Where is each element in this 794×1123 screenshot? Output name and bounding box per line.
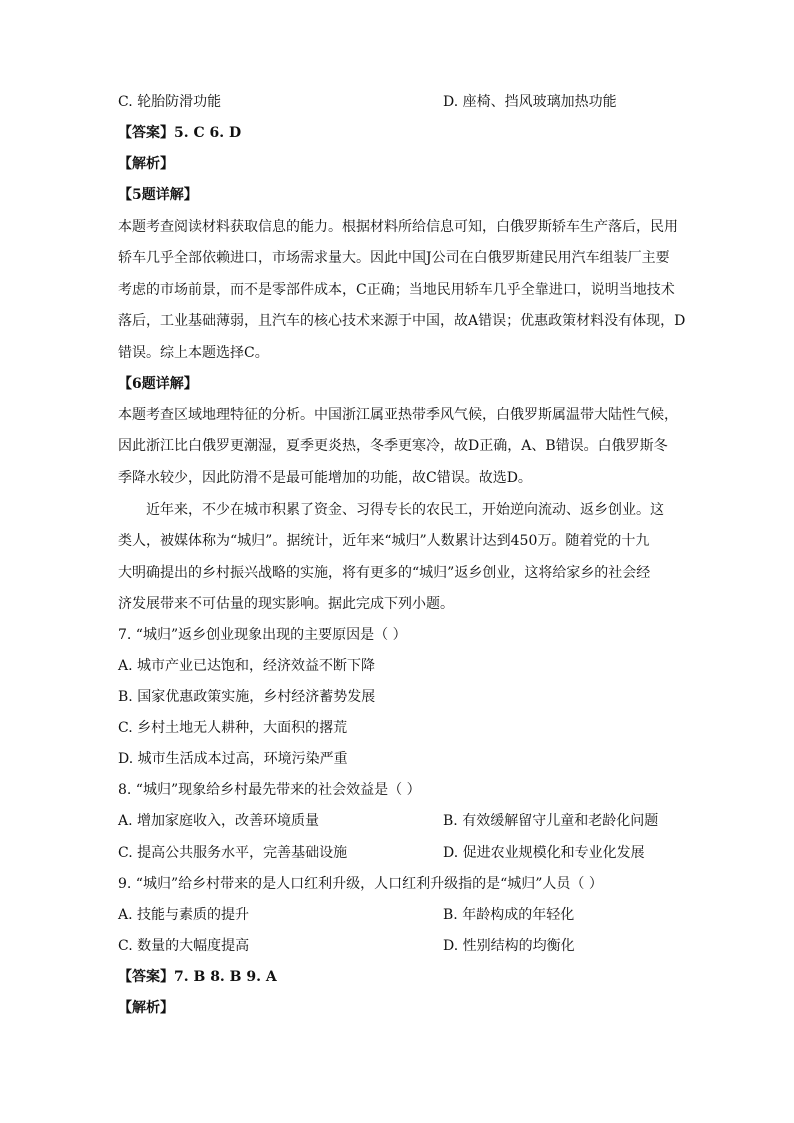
text-line: 季降水较少，因此防滑不是最可能增加的功能，故C错误。故选D。 bbox=[118, 470, 532, 486]
text-line: 【解析】 bbox=[118, 1000, 174, 1016]
text-line: C. 提高公共服务水平，完善基础设施 bbox=[118, 845, 348, 861]
text-line: 7. “城归”返乡创业现象出现的主要原因是（ ） bbox=[118, 627, 407, 643]
text-line-right-option: B. 有效缓解留守儿童和老龄化问题 bbox=[443, 813, 659, 829]
text-line: D. 城市生活成本过高，环境污染严重 bbox=[118, 751, 348, 767]
text-line-right-option: B. 年龄构成的年轻化 bbox=[443, 907, 575, 923]
text-line: 济发展带来不可估量的现实影响。据此完成下列小题。 bbox=[118, 596, 454, 612]
text-line: A. 增加家庭收入，改善环境质量 bbox=[118, 813, 320, 829]
text-line: 9. “城归”给乡村带来的是人口红利升级，人口红利升级指的是“城归”人员（ ） bbox=[118, 876, 603, 892]
text-line: 落后，工业基础薄弱，且汽车的核心技术来源于中国，故A错误；优惠政策材料没有体现，D bbox=[118, 313, 686, 329]
text-line: 【6题详解】 bbox=[118, 376, 198, 392]
text-line: 类人，被媒体称为“城归”。据统计，近年来“城归”人数累计达到450万。随着党的十九 bbox=[118, 533, 650, 549]
text-line: 大明确提出的乡村振兴战略的实施，将有更多的“城归”返乡创业，这将给家乡的社会经 bbox=[118, 565, 651, 581]
text-line: 近年来，不少在城市积累了资金、习得专长的农民工，开始逆向流动、返乡创业。这 bbox=[146, 502, 664, 518]
text-line: 本题考查区域地理特征的分析。中国浙江属亚热带季风气候，白俄罗斯属温带大陆性气候， bbox=[118, 407, 678, 423]
text-line: A. 技能与素质的提升 bbox=[118, 907, 250, 923]
text-line-right-option: D. 座椅、挡风玻璃加热功能 bbox=[443, 94, 617, 110]
text-line: C. 数量的大幅度提高 bbox=[118, 938, 250, 954]
text-line: 【5题详解】 bbox=[118, 187, 198, 203]
text-line: 【答案】5. C 6. D bbox=[118, 125, 242, 141]
text-line: 轿车几乎全部依赖进口，市场需求量大。因此中国J公司在白俄罗斯建民用汽车组装厂主要 bbox=[118, 250, 670, 266]
text-line-right-option: D. 促进农业规模化和专业化发展 bbox=[443, 845, 645, 861]
text-line: 【答案】7. B 8. B 9. A bbox=[118, 969, 277, 985]
text-line-right-option: D. 性别结构的均衡化 bbox=[443, 938, 575, 954]
text-line: 考虑的市场前景，而不是零部件成本，C正确；当地民用轿车几乎全靠进口，说明当地技术 bbox=[118, 282, 675, 298]
text-line: 【解析】 bbox=[118, 156, 174, 172]
text-line: B. 国家优惠政策实施，乡村经济蓄势发展 bbox=[118, 689, 376, 705]
text-line: 8. “城归”现象给乡村最先带来的社会效益是（ ） bbox=[118, 782, 421, 798]
text-line: 因此浙江比白俄罗更潮湿，夏季更炎热，冬季更寒冷，故D正确，A、B错误。白俄罗斯冬 bbox=[118, 438, 668, 454]
text-line: A. 城市产业已达饱和，经济效益不断下降 bbox=[118, 658, 376, 674]
text-line: 错误。综上本题选择C。 bbox=[118, 345, 269, 361]
text-line: 本题考查阅读材料获取信息的能力。根据材料所给信息可知，白俄罗斯轿车生产落后，民用 bbox=[118, 219, 678, 235]
text-line: C. 轮胎防滑功能 bbox=[118, 94, 222, 110]
text-line: C. 乡村土地无人耕种，大面积的撂荒 bbox=[118, 720, 348, 736]
